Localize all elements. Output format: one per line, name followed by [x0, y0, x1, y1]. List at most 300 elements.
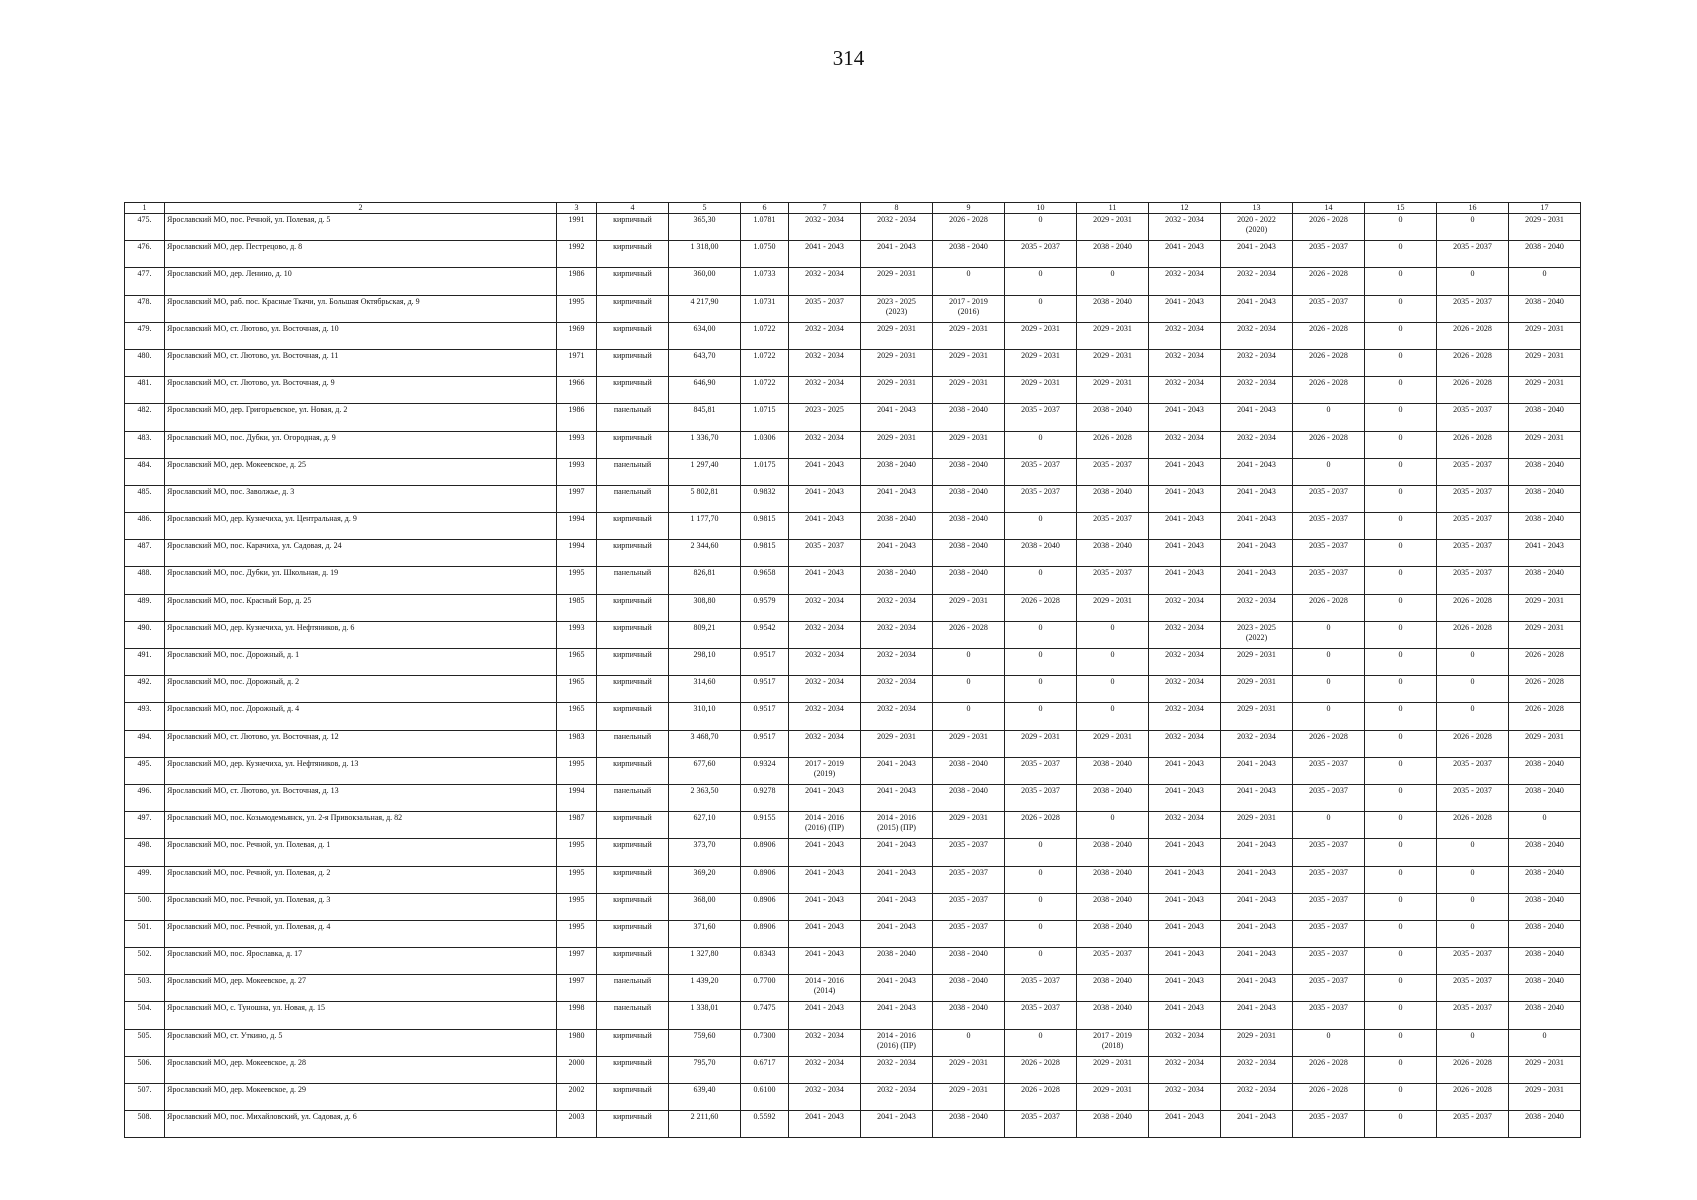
table-cell: 677,60	[669, 757, 741, 784]
table-cell: панельный	[597, 730, 669, 757]
table-cell: 2017 - 2019 (2019)	[789, 757, 861, 784]
table-cell: 2032 - 2034	[789, 1056, 861, 1083]
table-cell: 2035 - 2037	[933, 866, 1005, 893]
table-cell: Ярославский МО, ст. Лютово, ул. Восточная, д. 10	[165, 322, 557, 349]
table-cell: 0	[1437, 1029, 1509, 1056]
table-cell: 2035 - 2037	[1437, 567, 1509, 594]
table-cell: 478.	[125, 295, 165, 322]
table-cell: 2014 - 2016 (2015) (ПР)	[861, 812, 933, 839]
table-cell: 1994	[557, 540, 597, 567]
table-cell: 2041 - 2043	[1149, 458, 1221, 485]
table-cell: 310,10	[669, 703, 741, 730]
table-cell: 502.	[125, 948, 165, 975]
table-cell: 479.	[125, 322, 165, 349]
table-cell: 365,30	[669, 214, 741, 241]
table-cell: 481.	[125, 377, 165, 404]
table-cell: 2035 - 2037	[1293, 757, 1365, 784]
table-cell: Ярославский МО, пос. Заволжье, д. 3	[165, 485, 557, 512]
table-cell: 2029 - 2031	[1077, 594, 1149, 621]
table-cell: 627,10	[669, 812, 741, 839]
table-cell: 2023 - 2025 (2023)	[861, 295, 933, 322]
table-cell: 2035 - 2037	[1005, 241, 1077, 268]
table-cell: 2029 - 2031	[1005, 730, 1077, 757]
table-row	[125, 485, 1581, 512]
table-cell: 2026 - 2028	[1293, 1056, 1365, 1083]
table-cell: 0	[1365, 268, 1437, 295]
table-cell: кирпичный	[597, 214, 669, 241]
table-cell: 2032 - 2034	[1221, 431, 1293, 458]
table-cell: 2029 - 2031	[933, 377, 1005, 404]
table-cell: 503.	[125, 975, 165, 1002]
table-cell: Ярославский МО, пос. Речной, ул. Полевая, д. 2	[165, 866, 557, 893]
table-cell: 2041 - 2043	[1221, 839, 1293, 866]
table-cell: 496.	[125, 784, 165, 811]
table-cell: 2041 - 2043	[1149, 295, 1221, 322]
table-cell: Ярославский МО, ст. Лютово, ул. Восточная, д. 9	[165, 377, 557, 404]
table-cell: 2035 - 2037	[1005, 757, 1077, 784]
table-cell: панельный	[597, 784, 669, 811]
table-cell: 475.	[125, 214, 165, 241]
table-cell: 0	[1365, 377, 1437, 404]
table-cell: 2032 - 2034	[1149, 812, 1221, 839]
table-cell: 0	[1005, 431, 1077, 458]
table-cell: 2017 - 2019 (2016)	[933, 295, 1005, 322]
table-cell: 2035 - 2037	[1437, 1111, 1509, 1138]
table-cell: кирпичный	[597, 920, 669, 947]
table-cell: 0.9155	[741, 812, 789, 839]
table-cell: Ярославский МО, пос. Ярославка, д. 17	[165, 948, 557, 975]
table-cell: 2035 - 2037	[1077, 567, 1149, 594]
table-cell: 2041 - 2043	[789, 485, 861, 512]
table-cell: 2041 - 2043	[1149, 540, 1221, 567]
table-cell: 2041 - 2043	[1221, 1002, 1293, 1029]
table-cell: 0	[1293, 1029, 1365, 1056]
table-cell: 2035 - 2037	[1077, 513, 1149, 540]
table-cell: 2029 - 2031	[1221, 1029, 1293, 1056]
table-cell: 0	[1437, 866, 1509, 893]
table-cell: 0	[1365, 540, 1437, 567]
table-cell: 0	[1005, 948, 1077, 975]
table-cell: 2032 - 2034	[861, 214, 933, 241]
table-cell: 2026 - 2028	[1005, 594, 1077, 621]
table-cell: 505.	[125, 1029, 165, 1056]
table-cell: 2026 - 2028	[1293, 349, 1365, 376]
table-cell: 308,80	[669, 594, 741, 621]
table-cell: 2038 - 2040	[1077, 757, 1149, 784]
table-cell: 2041 - 2043	[1149, 839, 1221, 866]
table-cell: 2032 - 2034	[789, 730, 861, 757]
table-cell: 0	[1005, 567, 1077, 594]
table-cell: 0.8906	[741, 866, 789, 893]
table-cell: 795,70	[669, 1056, 741, 1083]
table-cell: 0	[1005, 295, 1077, 322]
table-cell: 476.	[125, 241, 165, 268]
table-cell: 2038 - 2040	[1509, 866, 1581, 893]
table-cell: 0.9658	[741, 567, 789, 594]
table-cell: 2032 - 2034	[1221, 1056, 1293, 1083]
table-cell: 2017 - 2019 (2018)	[1077, 1029, 1149, 1056]
table-cell: 2035 - 2037	[1293, 839, 1365, 866]
table-cell: 2035 - 2037	[1005, 485, 1077, 512]
table-cell: 2029 - 2031	[933, 431, 1005, 458]
table-cell: 2038 - 2040	[933, 948, 1005, 975]
column-header: 6	[741, 203, 789, 214]
table-cell: 504.	[125, 1002, 165, 1029]
table-cell: 0	[1005, 676, 1077, 703]
table-cell: 2029 - 2031	[1077, 1084, 1149, 1111]
table-cell: кирпичный	[597, 349, 669, 376]
table-cell: 2035 - 2037	[1437, 404, 1509, 431]
table-cell: 2041 - 2043	[861, 540, 933, 567]
table-row	[125, 322, 1581, 349]
table-cell: 2029 - 2031	[933, 594, 1005, 621]
table-cell: 2029 - 2031	[1509, 322, 1581, 349]
table-cell: Ярославский МО, пос. Дорожный, д. 4	[165, 703, 557, 730]
table-cell: 0	[1005, 621, 1077, 648]
table-cell: 2029 - 2031	[861, 268, 933, 295]
table-cell: 2032 - 2034	[1149, 431, 1221, 458]
table-cell: 2026 - 2028	[1509, 649, 1581, 676]
table-cell: Ярославский МО, дер. Пестрецово, д. 8	[165, 241, 557, 268]
table-cell: 1 338,01	[669, 1002, 741, 1029]
column-header: 12	[1149, 203, 1221, 214]
table-cell: 2041 - 2043	[1149, 948, 1221, 975]
table-cell: Ярославский МО, пос. Речной, ул. Полевая, д. 5	[165, 214, 557, 241]
table-cell: 2026 - 2028	[1005, 1084, 1077, 1111]
table-cell: 0	[1293, 812, 1365, 839]
table-cell: 2029 - 2031	[1509, 214, 1581, 241]
table-cell: 2032 - 2034	[1221, 1084, 1293, 1111]
table-cell: 2029 - 2031	[1509, 377, 1581, 404]
table-cell: 2032 - 2034	[789, 1029, 861, 1056]
table-cell: панельный	[597, 975, 669, 1002]
table-cell: 1987	[557, 812, 597, 839]
table-cell: 0	[1365, 241, 1437, 268]
column-header: 5	[669, 203, 741, 214]
table-cell: 0	[1365, 295, 1437, 322]
table-cell: 486.	[125, 513, 165, 540]
table-cell: панельный	[597, 485, 669, 512]
table-row	[125, 431, 1581, 458]
table-cell: 0	[1365, 649, 1437, 676]
table-cell: 314,60	[669, 676, 741, 703]
table-cell: 0	[1437, 214, 1509, 241]
table-cell: 0	[1365, 322, 1437, 349]
table-cell: 2026 - 2028	[1293, 322, 1365, 349]
table-cell: 2014 - 2016 (2016) (ПР)	[861, 1029, 933, 1056]
table-cell: 0	[1077, 676, 1149, 703]
table-cell: 643,70	[669, 349, 741, 376]
table-cell: кирпичный	[597, 295, 669, 322]
table-cell: 0.7700	[741, 975, 789, 1002]
table-cell: панельный	[597, 404, 669, 431]
table-cell: 2041 - 2043	[789, 893, 861, 920]
table-cell: 298,10	[669, 649, 741, 676]
table-cell: 2038 - 2040	[861, 458, 933, 485]
table-cell: 0	[1437, 268, 1509, 295]
table-cell: 2035 - 2037	[1437, 241, 1509, 268]
table-cell: 2032 - 2034	[1149, 349, 1221, 376]
table-cell: 0	[1365, 948, 1437, 975]
table-cell: 2026 - 2028	[1005, 1056, 1077, 1083]
table-row	[125, 513, 1581, 540]
table-cell: 0.9517	[741, 649, 789, 676]
table-cell: 2041 - 2043	[1221, 866, 1293, 893]
table-cell: 2032 - 2034	[789, 214, 861, 241]
table-cell: 2029 - 2031	[1221, 649, 1293, 676]
table-cell: 0	[1005, 920, 1077, 947]
table-cell: 2032 - 2034	[1149, 322, 1221, 349]
column-header: 14	[1293, 203, 1365, 214]
table-cell: 1985	[557, 594, 597, 621]
table-cell: 2041 - 2043	[1149, 485, 1221, 512]
table-cell: 2035 - 2037	[1293, 1111, 1365, 1138]
table-cell: 0	[1365, 757, 1437, 784]
table-cell: 2038 - 2040	[933, 1111, 1005, 1138]
table-cell: 2 344,60	[669, 540, 741, 567]
table-cell: Ярославский МО, пос. Дорожный, д. 2	[165, 676, 557, 703]
table-cell: 2035 - 2037	[1437, 975, 1509, 1002]
table-cell: 2029 - 2031	[1005, 377, 1077, 404]
table-cell: 2035 - 2037	[933, 920, 1005, 947]
table-cell: 2035 - 2037	[1293, 485, 1365, 512]
table-cell: 2038 - 2040	[1077, 1111, 1149, 1138]
table-cell: 0	[1005, 839, 1077, 866]
table-cell: 0	[933, 676, 1005, 703]
table-cell: 2035 - 2037	[1005, 458, 1077, 485]
table-cell: 489.	[125, 594, 165, 621]
table-cell: 1966	[557, 377, 597, 404]
table-cell: 2038 - 2040	[933, 757, 1005, 784]
table-cell: 2041 - 2043	[1221, 757, 1293, 784]
table-cell: 2035 - 2037	[1437, 948, 1509, 975]
table-cell: 2041 - 2043	[1221, 784, 1293, 811]
table-cell: 0	[1365, 812, 1437, 839]
table-cell: Ярославский МО, с. Туношна, ул. Новая, д. 15	[165, 1002, 557, 1029]
table-row	[125, 649, 1581, 676]
table-cell: 2038 - 2040	[1077, 404, 1149, 431]
table-cell: 2041 - 2043	[1221, 920, 1293, 947]
table-cell: 0	[1293, 703, 1365, 730]
table-cell: 2035 - 2037	[1437, 757, 1509, 784]
table-cell: Ярославский МО, пос. Михайловский, ул. Садовая, д. 6	[165, 1111, 557, 1138]
table-cell: 2041 - 2043	[1149, 920, 1221, 947]
table-cell: 2038 - 2040	[1509, 241, 1581, 268]
table-cell: 495.	[125, 757, 165, 784]
table-cell: 2026 - 2028	[1437, 621, 1509, 648]
table-cell: 2026 - 2028	[1437, 377, 1509, 404]
table-cell: 2041 - 2043	[1221, 404, 1293, 431]
table-cell: 2026 - 2028	[1437, 730, 1509, 757]
table-cell: 2026 - 2028	[1437, 431, 1509, 458]
table-cell: Ярославский МО, пос. Речной, ул. Полевая, д. 4	[165, 920, 557, 947]
table-cell: кирпичный	[597, 1084, 669, 1111]
table-cell: 0	[1365, 1111, 1437, 1138]
table-cell: 2038 - 2040	[933, 1002, 1005, 1029]
table-cell: 2029 - 2031	[1005, 349, 1077, 376]
table-cell: 2032 - 2034	[1221, 594, 1293, 621]
table-cell: 508.	[125, 1111, 165, 1138]
table-cell: 2035 - 2037	[1437, 540, 1509, 567]
table-row	[125, 866, 1581, 893]
table-cell: 2041 - 2043	[1221, 948, 1293, 975]
table-cell: 2041 - 2043	[1149, 404, 1221, 431]
table-cell: 2035 - 2037	[1293, 513, 1365, 540]
table-cell: 2029 - 2031	[933, 1084, 1005, 1111]
table-cell: 2032 - 2034	[789, 594, 861, 621]
table-cell: 2038 - 2040	[933, 784, 1005, 811]
table-cell: 2041 - 2043	[861, 404, 933, 431]
table-cell: 0	[1365, 866, 1437, 893]
table-cell: 2029 - 2031	[1077, 349, 1149, 376]
table-cell: 1986	[557, 268, 597, 295]
table-cell: 0.8343	[741, 948, 789, 975]
table-cell: кирпичный	[597, 621, 669, 648]
table-cell: 0	[1365, 458, 1437, 485]
table-cell: 0	[1005, 893, 1077, 920]
table-cell: 2041 - 2043	[861, 485, 933, 512]
table-cell: 0	[1365, 621, 1437, 648]
table-body	[125, 214, 1581, 1138]
table-cell: 1997	[557, 485, 597, 512]
table-cell: 2038 - 2040	[1509, 485, 1581, 512]
table-cell: 0	[1005, 703, 1077, 730]
table-cell: 0	[1005, 268, 1077, 295]
table-cell: 2035 - 2037	[1005, 784, 1077, 811]
column-header: 2	[165, 203, 557, 214]
table-cell: 2038 - 2040	[933, 540, 1005, 567]
table-cell: 2041 - 2043	[789, 513, 861, 540]
table-cell: 0	[1293, 404, 1365, 431]
table-cell: 1994	[557, 513, 597, 540]
table-cell: 2038 - 2040	[1077, 540, 1149, 567]
table-cell: Ярославский МО, дер. Мокеевское, д. 27	[165, 975, 557, 1002]
table-cell: 2029 - 2031	[861, 730, 933, 757]
table-cell: 499.	[125, 866, 165, 893]
column-header: 11	[1077, 203, 1149, 214]
table-cell: 2032 - 2034	[1149, 730, 1221, 757]
table-cell: 0	[1365, 214, 1437, 241]
table-cell: 0	[1437, 703, 1509, 730]
table-cell: 490.	[125, 621, 165, 648]
table-cell: 2035 - 2037	[789, 295, 861, 322]
table-cell: 0	[1365, 703, 1437, 730]
table-cell: 2035 - 2037	[1437, 784, 1509, 811]
table-cell: 2032 - 2034	[1149, 703, 1221, 730]
table-cell: 2032 - 2034	[789, 431, 861, 458]
table-cell: 2035 - 2037	[1077, 458, 1149, 485]
table-cell: 1995	[557, 567, 597, 594]
table-cell: 2029 - 2031	[1509, 349, 1581, 376]
table-cell: 487.	[125, 540, 165, 567]
table-cell: Ярославский МО, дер. Мокеевское, д. 28	[165, 1056, 557, 1083]
table-cell: 2026 - 2028	[1293, 1084, 1365, 1111]
table-cell: 1965	[557, 649, 597, 676]
table-cell: Ярославский МО, пос. Речной, ул. Полевая, д. 1	[165, 839, 557, 866]
table-cell: 1 297,40	[669, 458, 741, 485]
table-cell: 2032 - 2034	[1149, 214, 1221, 241]
table-cell: 5 802,81	[669, 485, 741, 512]
table-cell: 0	[1437, 676, 1509, 703]
table-cell: 2041 - 2043	[789, 1111, 861, 1138]
table-cell: 2038 - 2040	[861, 948, 933, 975]
table-cell: 0.5592	[741, 1111, 789, 1138]
table-cell: кирпичный	[597, 812, 669, 839]
table-cell: 2038 - 2040	[861, 567, 933, 594]
table-cell: Ярославский МО, пос. Карачиха, ул. Садовая, д. 24	[165, 540, 557, 567]
table-cell: 0	[1077, 621, 1149, 648]
table-cell: 2038 - 2040	[933, 485, 1005, 512]
table-cell: 1992	[557, 241, 597, 268]
table-cell: 2026 - 2028	[933, 214, 1005, 241]
table-cell: 0.6717	[741, 1056, 789, 1083]
table-cell: 2032 - 2034	[1149, 594, 1221, 621]
table-row	[125, 948, 1581, 975]
table-row	[125, 920, 1581, 947]
table-cell: 0	[1077, 649, 1149, 676]
table-cell: 2041 - 2043	[1149, 784, 1221, 811]
table-cell: 2029 - 2031	[861, 349, 933, 376]
table-cell: 2041 - 2043	[1149, 513, 1221, 540]
table-cell: кирпичный	[597, 757, 669, 784]
table-cell: 480.	[125, 349, 165, 376]
table-cell: 2000	[557, 1056, 597, 1083]
table-cell: кирпичный	[597, 649, 669, 676]
table-row	[125, 214, 1581, 241]
table-cell: 2032 - 2034	[861, 621, 933, 648]
table-cell: 368,00	[669, 893, 741, 920]
table-cell: 2032 - 2034	[1221, 322, 1293, 349]
table-row	[125, 839, 1581, 866]
table-cell: 488.	[125, 567, 165, 594]
table-cell: 2020 - 2022 (2020)	[1221, 214, 1293, 241]
table-cell: 2032 - 2034	[861, 1084, 933, 1111]
data-table-container	[124, 202, 1578, 1138]
table-cell: кирпичный	[597, 513, 669, 540]
table-cell: 2038 - 2040	[933, 513, 1005, 540]
table-row	[125, 1029, 1581, 1056]
table-cell: 2041 - 2043	[789, 948, 861, 975]
table-cell: 2032 - 2034	[1221, 377, 1293, 404]
table-cell: 0	[1365, 404, 1437, 431]
table-cell: 2032 - 2034	[861, 1056, 933, 1083]
table-cell: кирпичный	[597, 322, 669, 349]
table-cell: 2035 - 2037	[933, 839, 1005, 866]
table-cell: 0.9517	[741, 730, 789, 757]
table-cell: 1.0715	[741, 404, 789, 431]
table-cell: 0	[1005, 649, 1077, 676]
table-cell: Ярославский МО, пос. Дубки, ул. Школьная, д. 19	[165, 567, 557, 594]
table-cell: Ярославский МО, дер. Кузнечиха, ул. Нефтяников, д. 6	[165, 621, 557, 648]
table-cell: 1998	[557, 1002, 597, 1029]
table-cell: 2029 - 2031	[1509, 431, 1581, 458]
table-cell: 0	[1365, 1084, 1437, 1111]
table-cell: 2041 - 2043	[861, 920, 933, 947]
table-cell: 2041 - 2043	[789, 1002, 861, 1029]
table-cell: 500.	[125, 893, 165, 920]
table-cell: 2029 - 2031	[1509, 730, 1581, 757]
table-row	[125, 241, 1581, 268]
table-cell: 2041 - 2043	[1221, 975, 1293, 1002]
table-cell: 2 211,60	[669, 1111, 741, 1138]
table-cell: 2041 - 2043	[861, 1002, 933, 1029]
table-cell: 0	[1365, 920, 1437, 947]
table-cell: 2035 - 2037	[1293, 784, 1365, 811]
column-header: 9	[933, 203, 1005, 214]
table-cell: 2041 - 2043	[1149, 1002, 1221, 1029]
table-row	[125, 812, 1581, 839]
data-table	[124, 202, 1581, 1138]
